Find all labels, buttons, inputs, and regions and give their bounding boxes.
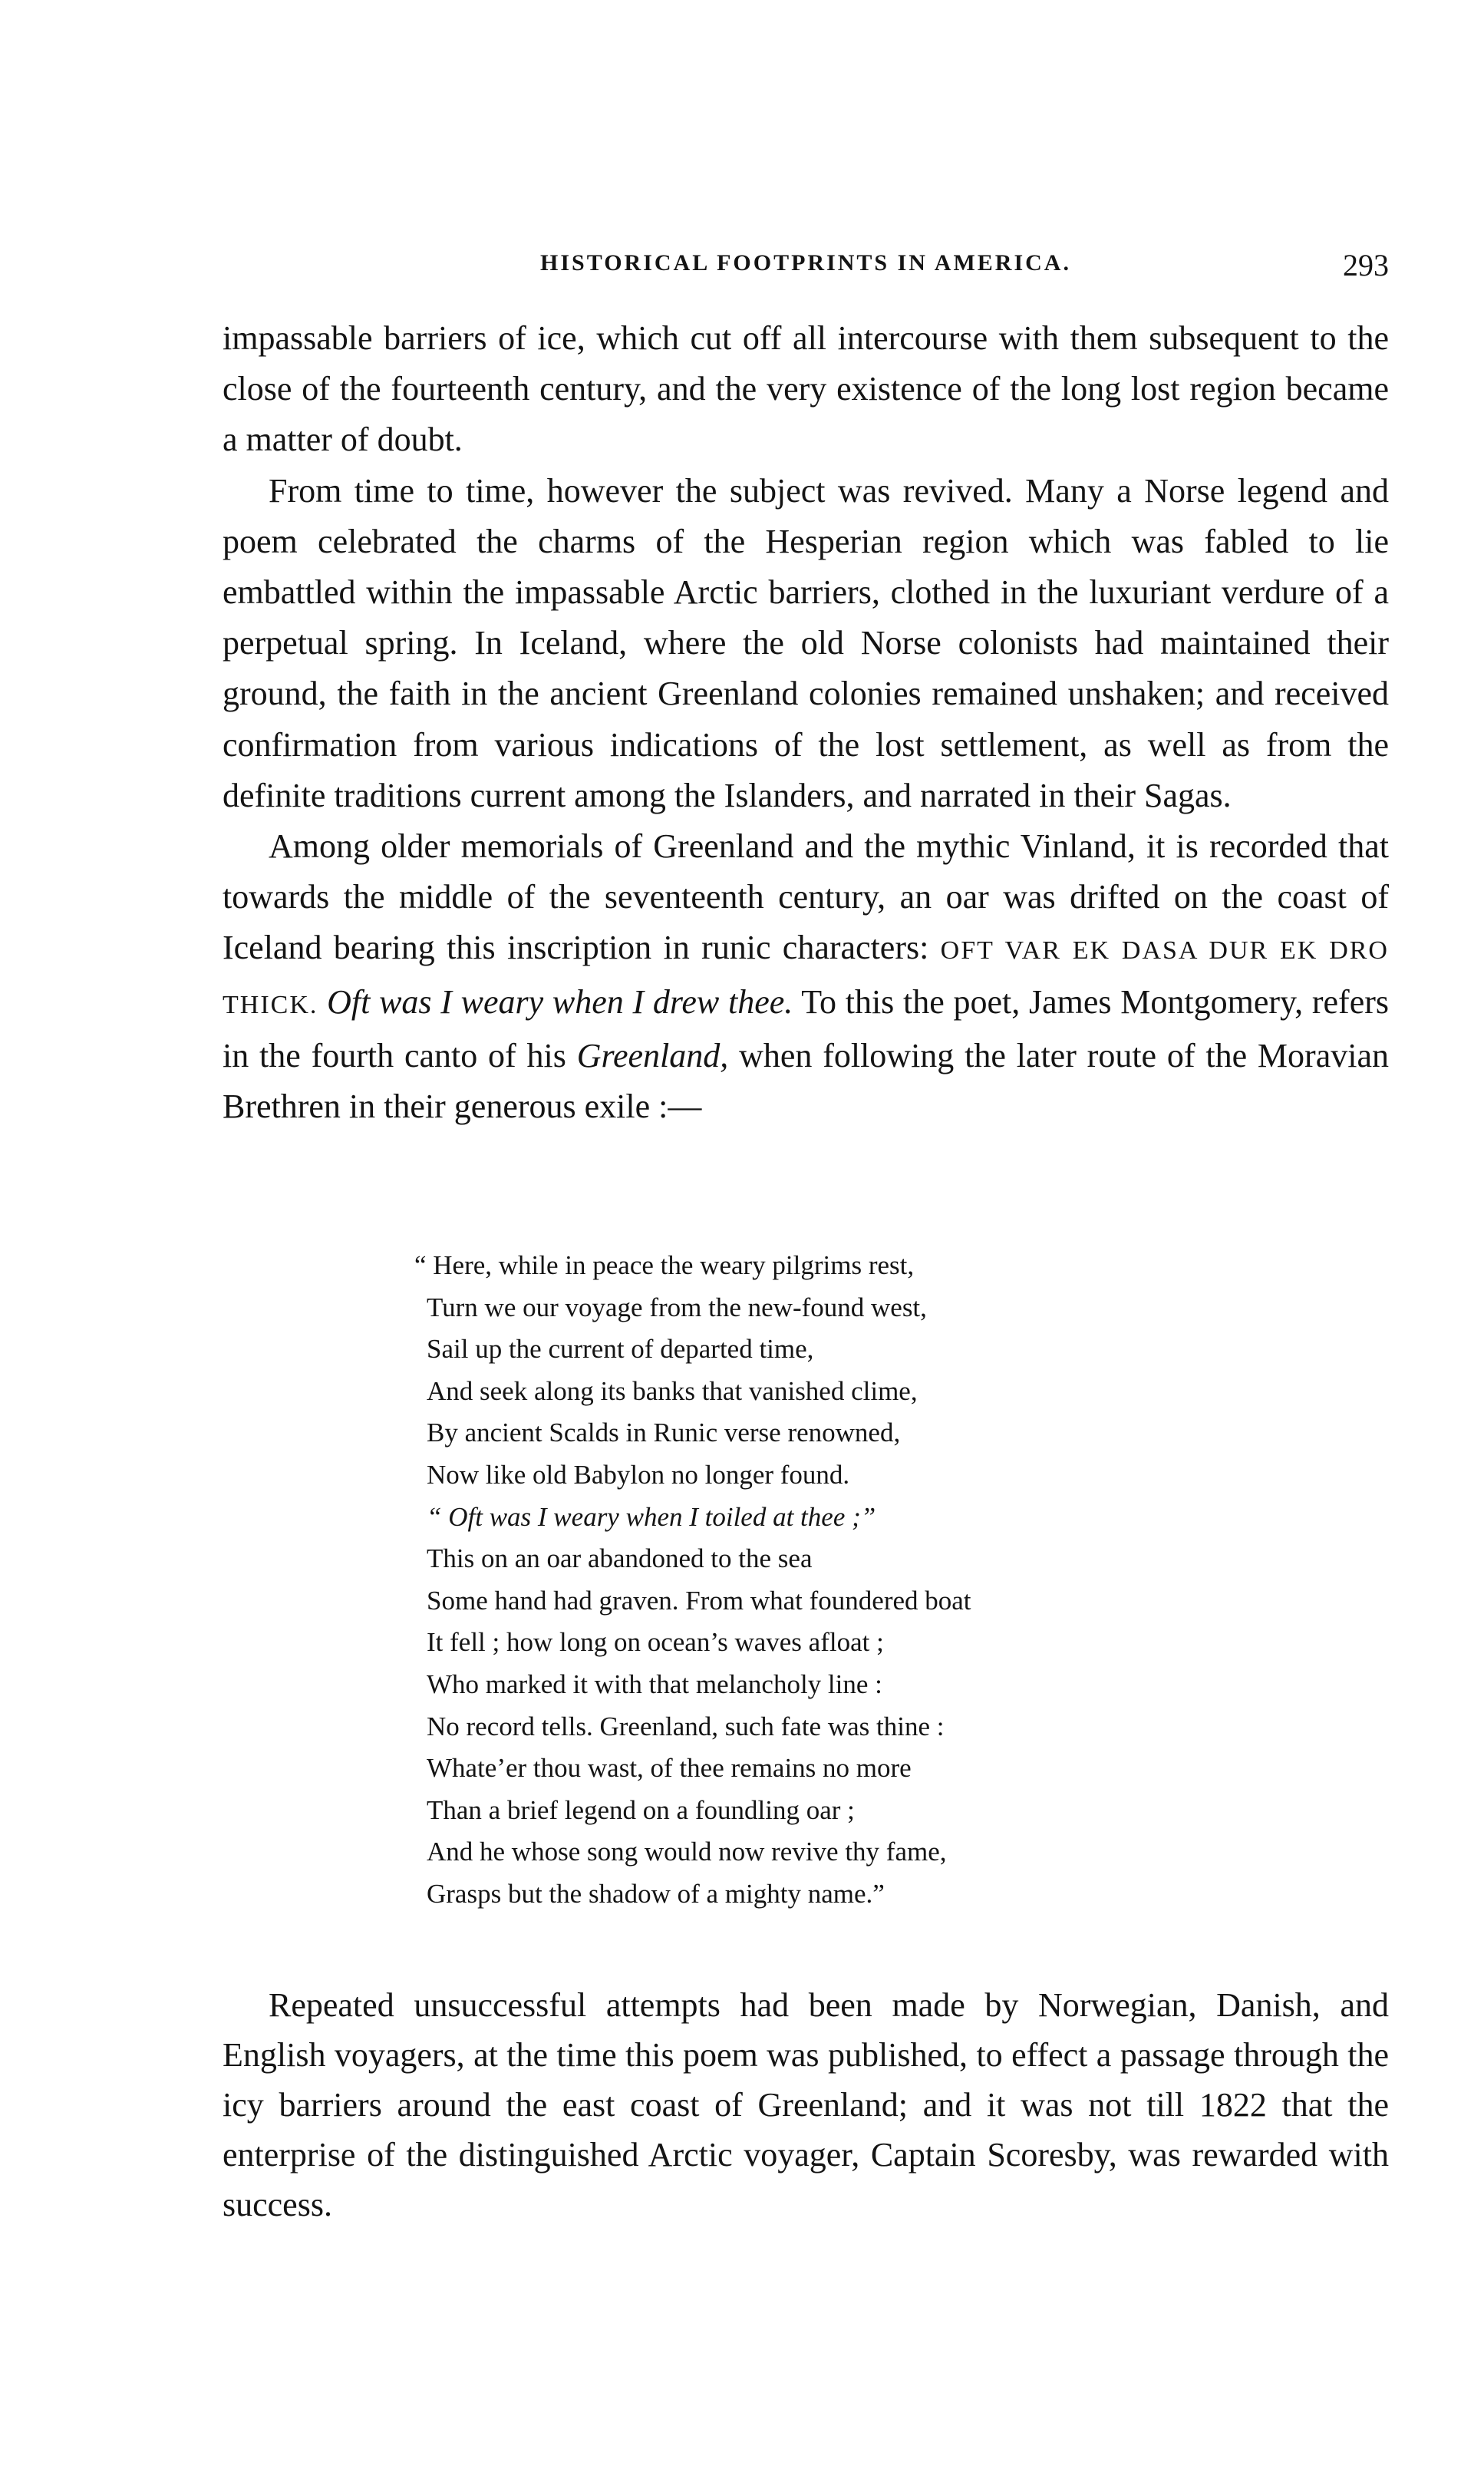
poem-line: Some hand had graven. From what foundered boat <box>427 1585 971 1616</box>
running-title: HISTORICAL FOOTPRINTS IN AMERICA. <box>540 250 1071 276</box>
paragraph-norse-legend: From time to time, however the subject was revived. Many a Norse legend and poem celebrated the charms of the Hesperian region which was fabled to lie embattled within the impassable Arctic barriers, clothed in the luxuriant verdure of a perpetual spring. In Iceland, where the old Norse colonists had maintained their ground, the faith in the ancient Greenland colonies remained unshaken; and received confirmation from various indications of the lost settlement, as well as from the definite traditions current among the Islanders, and narrated in their Sagas. <box>223 471 1389 814</box>
poem-line: Sail up the current of departed time, <box>427 1334 814 1365</box>
paragraph-runic-oar <box>223 821 1389 1132</box>
poem-line: Who marked it with that melancholy line : <box>427 1669 882 1699</box>
poem-line: “ Here, while in peace the weary pilgrims rest, <box>414 1250 915 1280</box>
paragraph-continued: impassable barriers of ice, which cut off all intercourse with them subsequent to the close of the fourteenth century, and the very existence of the long lost region became a matter of doubt. <box>223 319 1389 459</box>
poem-line: Turn we our voyage from the new-found west, <box>427 1292 927 1322</box>
closing-text <box>223 1980 1389 2230</box>
page-header <box>223 247 1389 293</box>
paragraph-text: Among older memorials of Greenland and the mythic Vinland, it is recorded that towards the middle of the seventeenth century, an oar was drifted on the coast of Iceland bearing this inscription in runic characters: <box>223 827 1389 967</box>
paragraph-text: when following the later route of the Moravian Brethren in their generous exile :— <box>223 1036 1389 1126</box>
poem-line: And he whose song would now revive thy fame, <box>427 1837 947 1867</box>
page-number: 293 <box>1343 248 1389 282</box>
poem-line: Now like old Babylon no longer found. <box>427 1459 850 1490</box>
poem-line: This on an oar abandoned to the sea <box>427 1543 813 1574</box>
poem-line: And seek along its banks that vanished clime, <box>427 1375 918 1406</box>
paragraph-text: To this the poet, James Montgomery, refers in the fourth canto of his <box>223 982 1390 1074</box>
poem-line: Grasps but the shadow of a mighty name.” <box>427 1878 885 1909</box>
poem-line: “ Oft was I weary when I toiled at thee ;” <box>427 1501 876 1532</box>
poem-line: It fell ; how long on ocean’s waves afloat ; <box>427 1627 884 1658</box>
runic-inscription: OFT VAR EK DASA DUR EK DRO THICK. <box>223 936 1389 1019</box>
poem-quotation <box>414 1245 1274 1916</box>
work-title: Greenland, <box>576 1036 729 1074</box>
poem-line: By ancient Scalds in Runic verse renowned, <box>427 1418 901 1448</box>
poem-line: No record tells. Greenland, such fate was thine : <box>427 1711 945 1741</box>
poem-line: Whate’er thou wast, of thee remains no more <box>427 1753 912 1784</box>
inscription-translation: Oft was I weary when I drew thee. <box>327 982 793 1021</box>
body-text <box>223 313 1389 1132</box>
poem-line: Than a brief legend on a foundling oar ; <box>427 1794 855 1825</box>
paragraph-scoresby: Repeated unsuccessful attempts had been made by Norwegian, Danish, and English voyagers, at the time this poem was published, to effect a passage through the icy barriers around the east coast of Greenland; and it was not till 1822 that the enterprise of the distinguished Arctic voyager, Captain Scoresby, was rewarded with success. <box>223 1986 1389 2223</box>
